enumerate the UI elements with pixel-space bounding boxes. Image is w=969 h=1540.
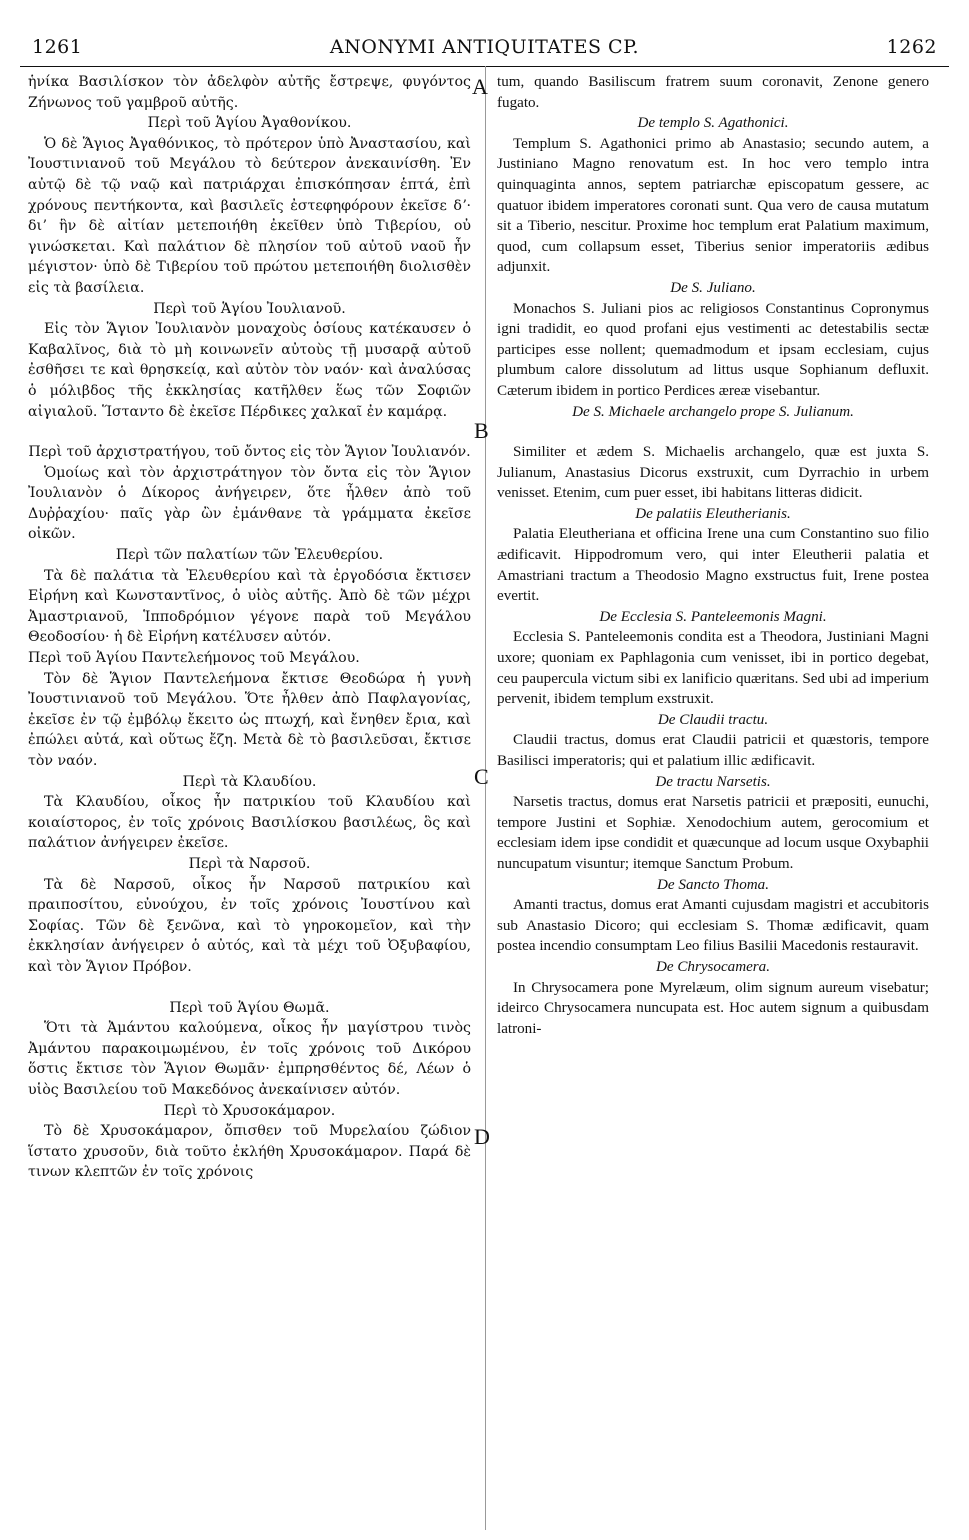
greek-paragraph: Ὅτι τὰ Ἀμάντου καλούμενα, οἶκος ἦν μαγίστρου τινὸς Ἀμάντου παρακοιμωμένου, ἐν τοῖς χρόνοις τοῦ Δικόρου ὅστις ἔκτισε τὸν Ἅγιον Θωμᾶν· ἐμπρησθέντος δέ, Λέων ὁ υἱὸς Βασιλείου τοῦ Μακεδόνος ἀνεκαίνισεν αὐτόν. — [28, 1020, 471, 1098]
latin-paragraph: Amanti tractus, domus erat Amanti cujusdam magistri et accubitoris sub Anastasio Dicoro; qui ecclesiam S. Thomæ ædificavit, quam postea incendio consumptam Leo filius Basilii Macedonis restauravit. — [497, 897, 929, 955]
latin-section-heading: De Claudii tractu. — [657, 711, 769, 728]
greek-section-heading: Περὶ τὰ Ναρσοῦ. — [188, 855, 311, 872]
greek-paragraph: Ὁμοίως καὶ τὸν ἀρχιστράτηγον τὸν ὄντα εἰς τὸν Ἅγιον Ἰουλιανὸν ὁ Δίκορος ἀνήγειρεν, ὅτε ἦλθεν ἀπὸ τοῦ Δυῤῥαχίου· παῖς γὰρ ὢν ἐμάνθανε τὰ γράμματα ἐκεῖσε οἰκῶν. — [28, 464, 471, 543]
latin-paragraph: Ecclesia S. Panteleemonis condita est a Theodora, Justiniani Magni uxore; quoniam ex Paphlagonia cum venisset, ibi in portico degebat, ceu paupercula victum sibi ex lanificio quæritans. Sed ubi ad imperium pervenit, ibidem templum exstruxit. — [497, 629, 929, 708]
greek-paragraph: Τὰ δὲ παλάτια τὰ Ἐλευθερίου καὶ τὰ ἐργοδόσια ἔκτισεν Εἰρήνη καὶ Κωνσταντῖνος, ὁ υἱὸς αὐτῆς. Ἀπὸ δὲ τῶν μέχρι Ἀμαστριανοῦ, Ἱπποδρόμιον γέγονε παρὰ τοῦ Μεγάλου Θεοδοσίου· ἡ δὲ Εἰρήνη κατέλυσεν αὐτόν. — [28, 567, 471, 646]
section-marker-d: D — [474, 1124, 490, 1149]
greek-paragraph: Εἰς τὸν Ἅγιον Ἰουλιανὸν μοναχοὺς ὁσίους κατέκαυσεν ὁ Καβαλῖνος, διὰ τὸ μὴ κοινωνεῖν αὐτοὺς τῇ μυσαρᾷ αὐτοῦ ἐσθῆσει τε καὶ θρησκείᾳ, καὶ αὐτὸν τὸν ναόν· καὶ ἀναλύσας ὁ μόλιβδος τῆς ἐκκλησίας κατῆλθεν ἕως τῶν Σοφιῶν αἰγιαλοῦ. Ἵσταντο δὲ ἐκεῖσε Πέρδικες χαλκαῖ ἐν καμάρᾳ. — [28, 321, 471, 420]
greek-paragraph: Τὰ δὲ Ναρσοῦ, οἶκος ἦν Ναρσοῦ πατρικίου καὶ πραιποσίτου, εὐνούχου, ἐν τοῖς χρόνοις Ἰουστίνου καὶ Σοφίας. Τῶν δὲ ξενῶνα, καὶ τὸ γηροκομεῖον, καὶ τὴν ἐκκλησίαν ἀνήγειρεν ὁ αὐτός, καὶ τὰ μέχι τοῦ Ὀξυβαφίου, καὶ τὸν Ἅγιον Πρόβον. — [28, 876, 471, 975]
section-marker-a: A — [472, 74, 488, 99]
greek-section-heading: Περὶ τὸ Χρυσοκάμαρον. — [163, 1102, 336, 1119]
latin-paragraph: Palatia Eleutheriana et officina Irene una cum Constantino suo filio ædificavit. Hippodromum vero, qui inter Eleutherii palatia et Amastriani tractum a Theodosio Magno exstructus fuit, Irene postea evertit. — [497, 526, 929, 605]
greek-paragraph: Τὰ Κλαυδίου, οἶκος ἦν πατρικίου τοῦ Κλαυδίου καὶ κοιαίστορος, ἐν τοῖς χρόνοις Βασιλίσκου βασιλέως, ὃς καὶ παλάτιον ἀνήγειρεν ἐκεῖσε. — [28, 794, 471, 852]
latin-section-heading: De templo S. Agathonici. — [637, 115, 789, 132]
latin-spacer — [497, 422, 929, 442]
greek-paragraph: Ὁ δὲ Ἅγιος Ἀγαθόνικος, τὸ πρότερον ὑπὸ Ἀναστασίου, καὶ Ἰουστινιανοῦ τοῦ Μεγάλου τὸ δεύτερον ἀνεκαινίσθη. Ἐν αὐτῷ δὲ τῷ ναῷ καὶ πατριάρχαι ἐπισκόπησαν ἑπτά, ἐπὶ χρόνους πεντήκοντα, καὶ βασιλεῖς ἐστεφηφόρουν ἐκεῖσε δʼ· διʼ ἣν δὲ αἰτίαν μετεποιήθη ἐκεῖθεν ὑπὸ Τιβερίου, οὐ γινώσκεται. Καὶ παλάτιον δὲ πλησίον τοῦ αὐτοῦ ναοῦ ἦν μέγιστον· ὑπὸ δὲ Τιβερίου τοῦ πρώτου μετεποιήθη διολισθὲν εἰς τὰ βασίλεια. — [28, 135, 471, 296]
left-page-number: 1261 — [32, 36, 83, 58]
running-title: ANONYMI ANTIQUITATES CP. — [329, 36, 640, 58]
right-page-number: 1262 — [886, 36, 937, 58]
greek-section-heading: Περὶ τοῦ Ἁγίου Ἀγαθονίκου. — [147, 115, 352, 132]
greek-spacer — [28, 978, 471, 998]
page-header — [24, 36, 945, 64]
column-divider — [485, 66, 486, 1530]
greek-spacer — [28, 422, 471, 442]
latin-paragraph: Monachos S. Juliani pios ac religiosos Constantinus Copronymus igni tradidit, eo quod profani ejus vestimenti ac detestabilis sectæ participes esse nollent; quemadmodum et ipsam ecclesiam, cujus plumbum calore dissolutum ad littus usque Sophianum defluxit. Cæterum ibidem in portico Perdices æreæ visebantur. — [497, 300, 929, 399]
latin-section-heading: De S. Michaele archangelo prope S. Julianum. — [572, 403, 854, 420]
greek-paragraph: ἡνίκα Βασιλίσκον τὸν ἀδελφὸν αὐτῆς ἔστρεψε, φυγόντος Ζήνωνος τοῦ γαμβροῦ αὐτῆς. — [28, 74, 471, 111]
greek-paragraph: Τὸ δὲ Χρυσοκάμαρον, ὄπισθεν τοῦ Μυρελαίου ζώδιον ἵστατο χρυσοῦν, διὰ τοῦτο ἐκλήθη Χρυσοκάμαρον. Παρά δὲ τινων κλεπτῶν ἐν τοῖς χρόνοις — [28, 1123, 471, 1181]
latin-section-heading: De Ecclesia S. Panteleemonis Magni. — [599, 608, 827, 625]
latin-section-heading: De Sancto Thoma. — [657, 876, 769, 893]
greek-column — [28, 72, 471, 1183]
latin-paragraph: In Chrysocamera pone Myrelæum, olim signum aureum visebatur; ideirco Chrysocamera nuncupata est. Hoc autem signum a quibusdam latroni- — [497, 979, 929, 1037]
latin-section-heading: De tractu Narsetis. — [655, 773, 771, 790]
greek-section-heading: Περὶ τοῦ Ἁγίου Θωμᾶ. — [169, 999, 330, 1016]
latin-section-heading: De S. Juliano. — [670, 279, 756, 296]
latin-section-heading: De Chrysocamera. — [655, 958, 771, 975]
section-marker-b: B — [474, 418, 489, 443]
latin-paragraph: Similiter et ædem S. Michaelis archangelo, quæ est juxta S. Julianum, Anastasius Dicorus exstruxit, cum Dyrrachio in urbem venisset. Etenim, cum puer esset, ibi habitans litteras didicit. — [497, 444, 929, 502]
latin-paragraph: Claudii tractus, domus erat Claudii patricii et quæstoris, tempore Basilisci imperatoris; qui et palatium illic ædificavit. — [497, 732, 929, 769]
greek-section-heading: Περὶ τοῦ ἀρχιστρατήγου, τοῦ ὄντος εἰς τὸν Ἅγιον Ἰουλιανόν. — [28, 444, 471, 461]
greek-section-heading: Περὶ τὰ Κλαυδίου. — [182, 773, 317, 790]
latin-column — [497, 72, 929, 1039]
latin-section-heading: De palatiis Eleutherianis. — [635, 505, 791, 522]
latin-paragraph: Templum S. Agathonici primo ab Anastasio; secundo autem, a Justiniano Magno renovatum est. In hoc vero templo intra quinquaginta annos, septem patriarchæ episcopatum gessere, ac quatuor ibidem imperatores coronati sunt. Qua vero de causa mutatum sit a Tiberio, nescitur. Proxime hoc templum erat Palatium maximum, quod, cum collapsum esset, Tiberius senior imperatoriis ædibus adjunxit. — [497, 135, 929, 276]
latin-paragraph: tum, quando Basiliscum fratrem suum coronavit, Zenone genero fugato. — [497, 74, 929, 111]
latin-paragraph: Narsetis tractus, domus erat Narsetis patricii et præpositi, eunuchi, tempore Justini et Sophiæ. Xenodochium autem, gerocomium et ecclesiam idem ipse condidit et quæcunque ad locum usque Oxybaphii nuncupatum visuntur; itemque Sanctum Probum. — [497, 794, 929, 872]
greek-section-heading: Περὶ τῶν παλατίων τῶν Ἐλευθερίου. — [115, 547, 384, 564]
greek-paragraph: Περὶ τοῦ Ἁγίου Παντελεήμονος τοῦ Μεγάλου. — [28, 650, 360, 667]
section-marker-c: C — [474, 764, 489, 789]
greek-section-heading: Περὶ τοῦ Ἁγίου Ἰουλιανοῦ. — [153, 300, 346, 317]
greek-paragraph: Τὸν δὲ Ἅγιον Παντελεήμονα ἔκτισε Θεοδώρα ἡ γυνὴ Ἰουστινιανοῦ τοῦ Μεγάλου. Ὅτε ἦλθεν ἀπὸ Παφλαγονίας, ἐκεῖσε ἐν τῷ ἐμβόλῳ ἔκειτο ὡς πτωχή, καὶ ἔνηθεν ἔρια, καὶ ἐπώλει αὐτά, καὶ οὕτως ἔζη. Μετὰ δὲ τὸ βασιλεῦσαι, ἔκτισε τὸν ναόν. — [28, 670, 471, 769]
